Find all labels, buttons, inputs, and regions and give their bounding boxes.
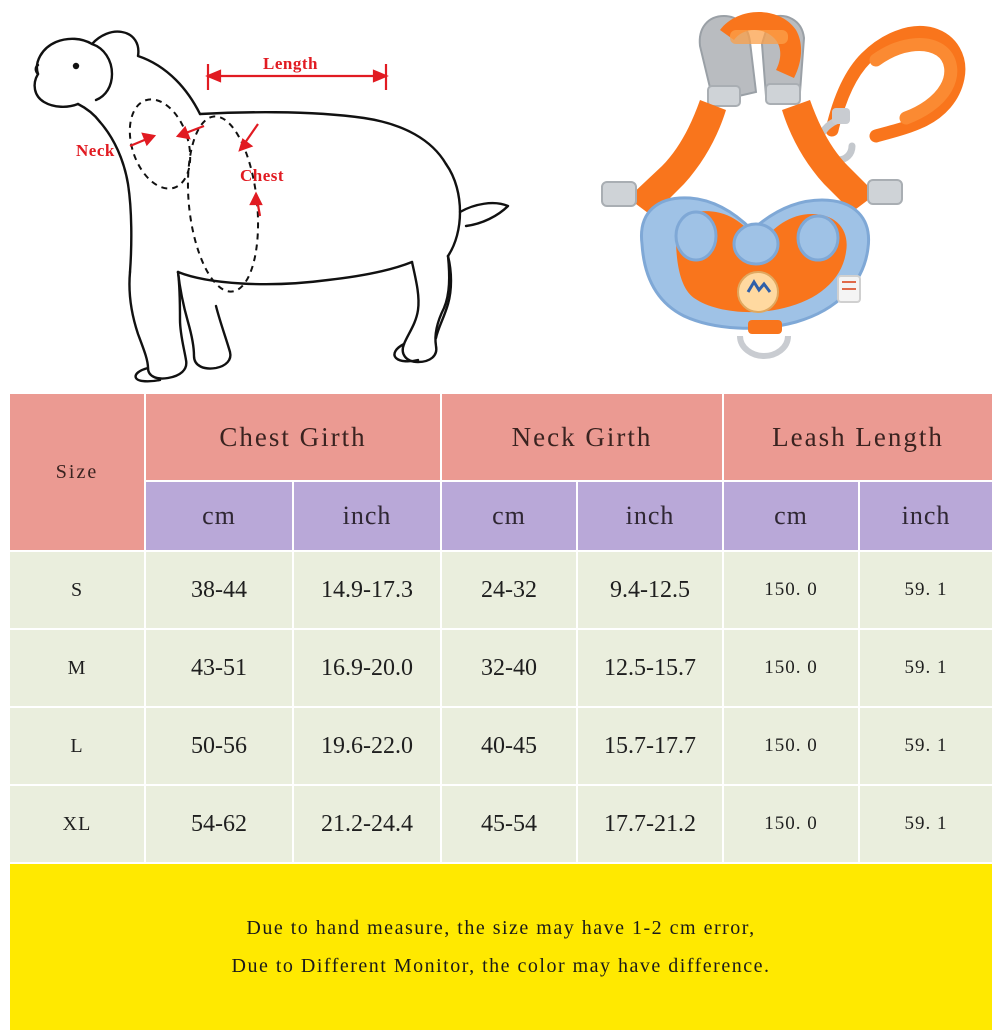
cell-leash-inch: 59. 1 — [859, 551, 993, 629]
label-neck: Neck — [76, 141, 115, 160]
cell-chest-inch: 14.9-17.3 — [293, 551, 441, 629]
cell-leash-cm: 150. 0 — [723, 785, 859, 863]
dog-measurement-diagram — [8, 4, 528, 384]
table-header-row — [9, 393, 993, 481]
label-chest: Chest — [240, 166, 285, 185]
product-photo — [580, 0, 980, 385]
unit-neck-cm: cm — [441, 481, 577, 551]
unit-leash-cm: cm — [723, 481, 859, 551]
header-leash-length: Leash Length — [723, 393, 993, 481]
note-line-1: Due to hand measure, the size may have 1-2 cm error, — [246, 917, 756, 939]
cell-chest-inch: 16.9-20.0 — [293, 629, 441, 707]
cell-leash-cm: 150. 0 — [723, 707, 859, 785]
table-row — [9, 629, 993, 707]
cell-leash-inch: 59. 1 — [859, 707, 993, 785]
cell-size: XL — [9, 785, 145, 863]
header-chest-girth: Chest Girth — [145, 393, 441, 481]
cell-size: M — [9, 629, 145, 707]
cell-chest-cm: 43-51 — [145, 629, 293, 707]
cell-neck-cm: 40-45 — [441, 707, 577, 785]
label-length: Length — [263, 54, 318, 73]
note-line-2: Due to Different Monitor, the color may have difference. — [231, 955, 771, 977]
cell-leash-inch: 59. 1 — [859, 785, 993, 863]
cell-size: S — [9, 551, 145, 629]
cell-chest-inch: 21.2-24.4 — [293, 785, 441, 863]
table-row — [9, 707, 993, 785]
illustration-area — [0, 0, 1000, 392]
cell-size: L — [9, 707, 145, 785]
cell-leash-inch: 59. 1 — [859, 629, 993, 707]
cell-neck-cm: 32-40 — [441, 629, 577, 707]
table-unit-row — [9, 481, 993, 551]
header-size: Size — [9, 393, 145, 551]
cell-neck-inch: 12.5-15.7 — [577, 629, 723, 707]
cell-neck-inch: 17.7-21.2 — [577, 785, 723, 863]
unit-chest-cm: cm — [145, 481, 293, 551]
unit-leash-inch: inch — [859, 481, 993, 551]
cell-chest-cm: 50-56 — [145, 707, 293, 785]
table-row — [9, 551, 993, 629]
size-table — [8, 392, 994, 1032]
cell-chest-cm: 54-62 — [145, 785, 293, 863]
cell-neck-inch: 15.7-17.7 — [577, 707, 723, 785]
table-row — [9, 785, 993, 863]
cell-neck-cm: 45-54 — [441, 785, 577, 863]
cell-chest-inch: 19.6-22.0 — [293, 707, 441, 785]
note-cell — [9, 863, 993, 1031]
header-neck-girth: Neck Girth — [441, 393, 723, 481]
cell-neck-cm: 24-32 — [441, 551, 577, 629]
unit-chest-inch: inch — [293, 481, 441, 551]
harness-illustration-svg — [580, 0, 980, 385]
unit-neck-inch: inch — [577, 481, 723, 551]
size-table-wrapper — [8, 392, 992, 1032]
table-note-row — [9, 863, 993, 1031]
cell-neck-inch: 9.4-12.5 — [577, 551, 723, 629]
cell-chest-cm: 38-44 — [145, 551, 293, 629]
cell-leash-cm: 150. 0 — [723, 629, 859, 707]
cell-leash-cm: 150. 0 — [723, 551, 859, 629]
